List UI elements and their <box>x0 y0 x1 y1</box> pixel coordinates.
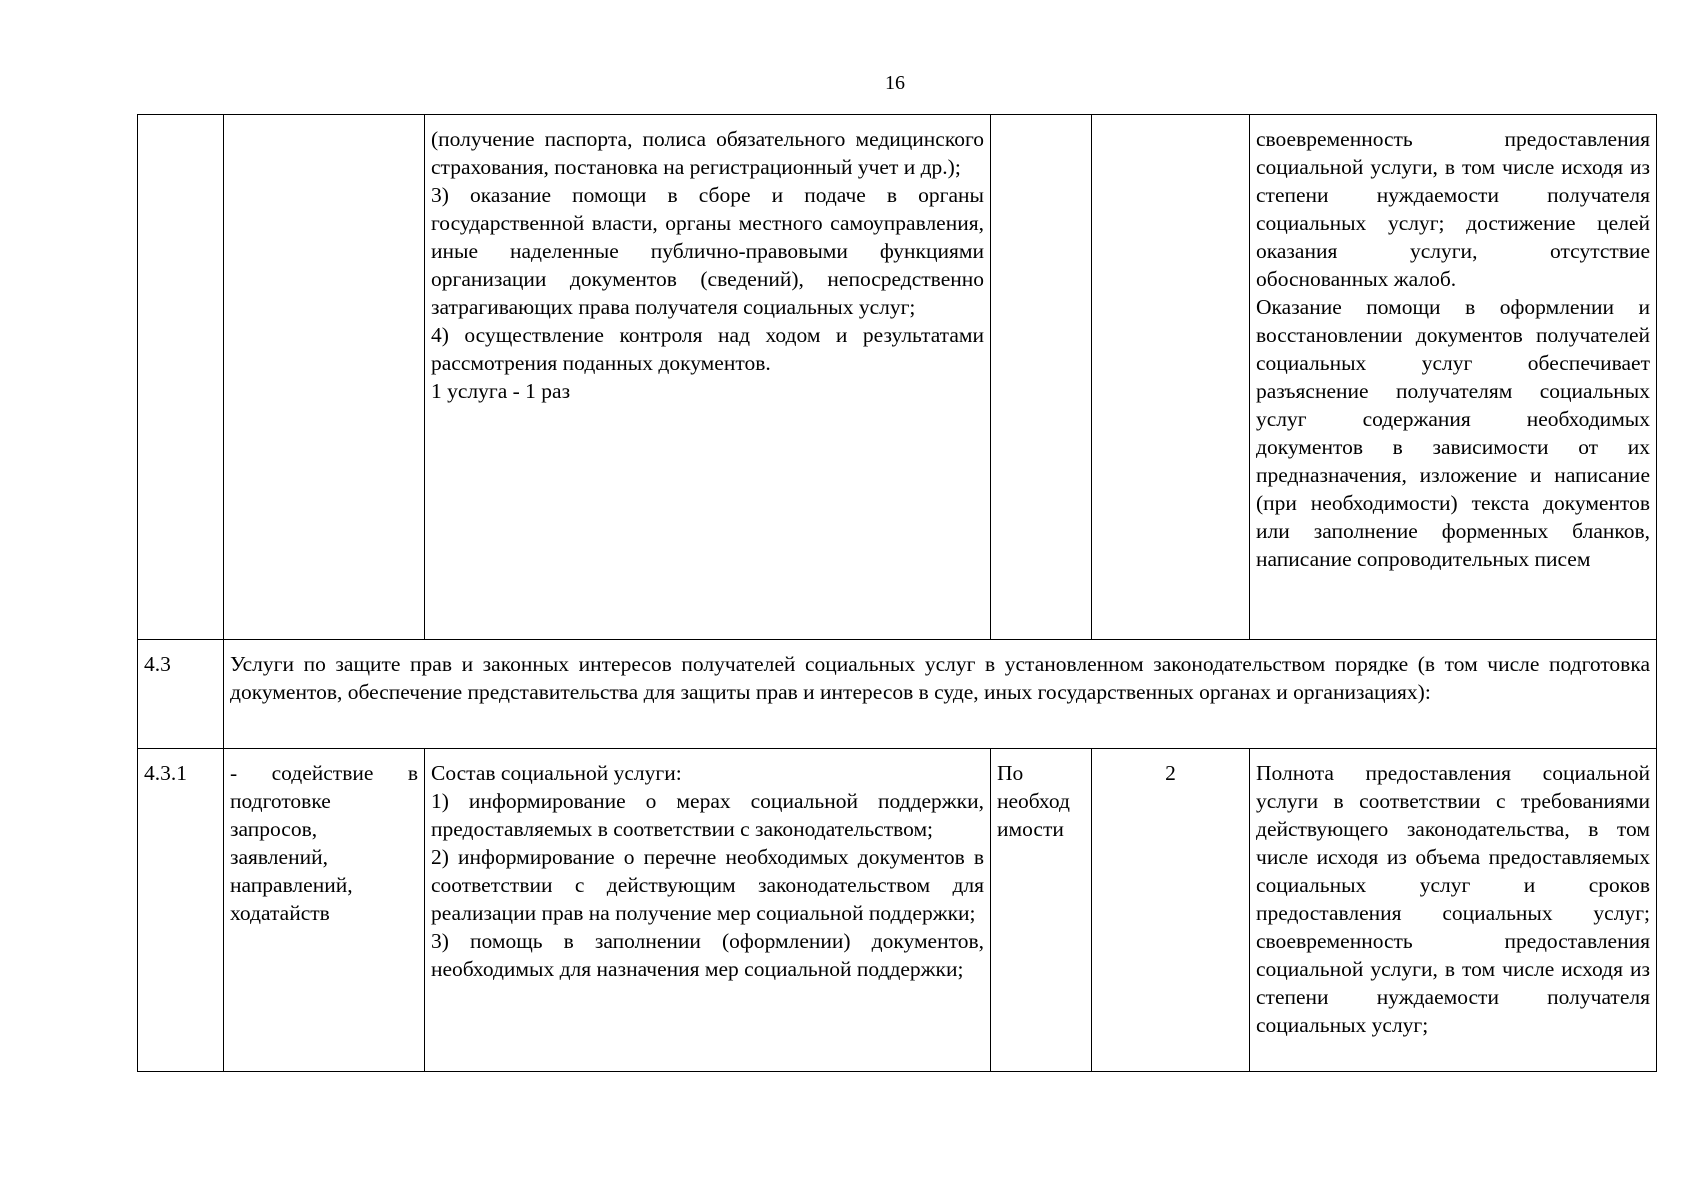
service-name: - содействие в подготовке запросов, заявлений, направлений, ходатайств <box>224 749 425 1072</box>
table-row-section <box>138 640 1657 749</box>
service-description <box>425 749 991 1072</box>
quality-paragraph: своевременность предоставления социальной услуги, в том числе исходя из степени нуждаемости получателя социальных услуг; достижение целей оказания услуги, отсутствие обоснованных жалоб. <box>1256 127 1650 291</box>
cell-description <box>425 115 991 640</box>
services-table <box>137 114 1657 1072</box>
service-frequency: По необход имости <box>991 749 1092 1072</box>
quality-paragraph: Оказание помощи в оформлении и восстановлении документов получателей социальных услуг обеспечивает разъяснение получателям социальных услуг содержания необходимых документов в зависимости от их предназначения, изложение и написание (при необходимости) текста документов или заполнение форменных бланков, написание сопроводительных писем <box>1256 295 1650 571</box>
description-paragraph: 1 услуга - 1 раз <box>431 379 571 403</box>
description-paragraph: 4) осуществление контроля над ходом и результатами рассмотрения поданных документов. <box>431 323 984 375</box>
table-row-continuation <box>138 115 1657 640</box>
description-paragraph: 3) помощь в заполнении (оформлении) документов, необходимых для назначения мер социальной поддержки; <box>431 929 984 981</box>
description-paragraph: 1) информирование о мерах социальной поддержки, предоставляемых в соответствии с законодательством; <box>431 789 984 841</box>
cell-quality <box>1250 115 1657 640</box>
page-number: 16 <box>885 72 905 94</box>
service-term: 2 <box>1092 749 1250 1072</box>
cell-frequency-empty <box>991 115 1092 640</box>
table-row-service <box>138 749 1657 1072</box>
description-paragraph: (получение паспорта, полиса обязательного медицинского страхования, постановка на регистрационный учет и др.); <box>431 127 984 179</box>
service-quality: Полнота предоставления социальной услуги в соответствии с требованиями действующего законодательства, в том числе исходя из объема предоставляемых социальных услуг и сроков предоставления социальных услуг; своевременность предоставления социальной услуги, в том числе исходя из степени нуждаемости получателя социальных услуг; <box>1250 749 1657 1072</box>
description-paragraph: 3) оказание помощи в сборе и подаче в органы государственной власти, органы местного самоуправления, иные наделенные публично-правовыми функциями организации документов (сведений), непосредственно затрагивающих права получателя социальных услуг; <box>431 183 984 319</box>
cell-name-empty <box>224 115 425 640</box>
cell-term-empty <box>1092 115 1250 640</box>
description-paragraph: Состав социальной услуги: <box>431 761 682 785</box>
cell-number-empty <box>138 115 224 640</box>
section-number: 4.3 <box>138 640 224 749</box>
service-number: 4.3.1 <box>138 749 224 1072</box>
section-title: Услуги по защите прав и законных интересов получателей социальных услуг в установленном законодательством порядке (в том числе подготовка документов, обеспечение представительства для защиты прав и интересов в суде, иных государственных органах и организациях): <box>224 640 1657 749</box>
description-paragraph: 2) информирование о перечне необходимых документов в соответствии с действующим законодательством для реализации прав на получение мер социальной поддержки; <box>431 845 984 925</box>
